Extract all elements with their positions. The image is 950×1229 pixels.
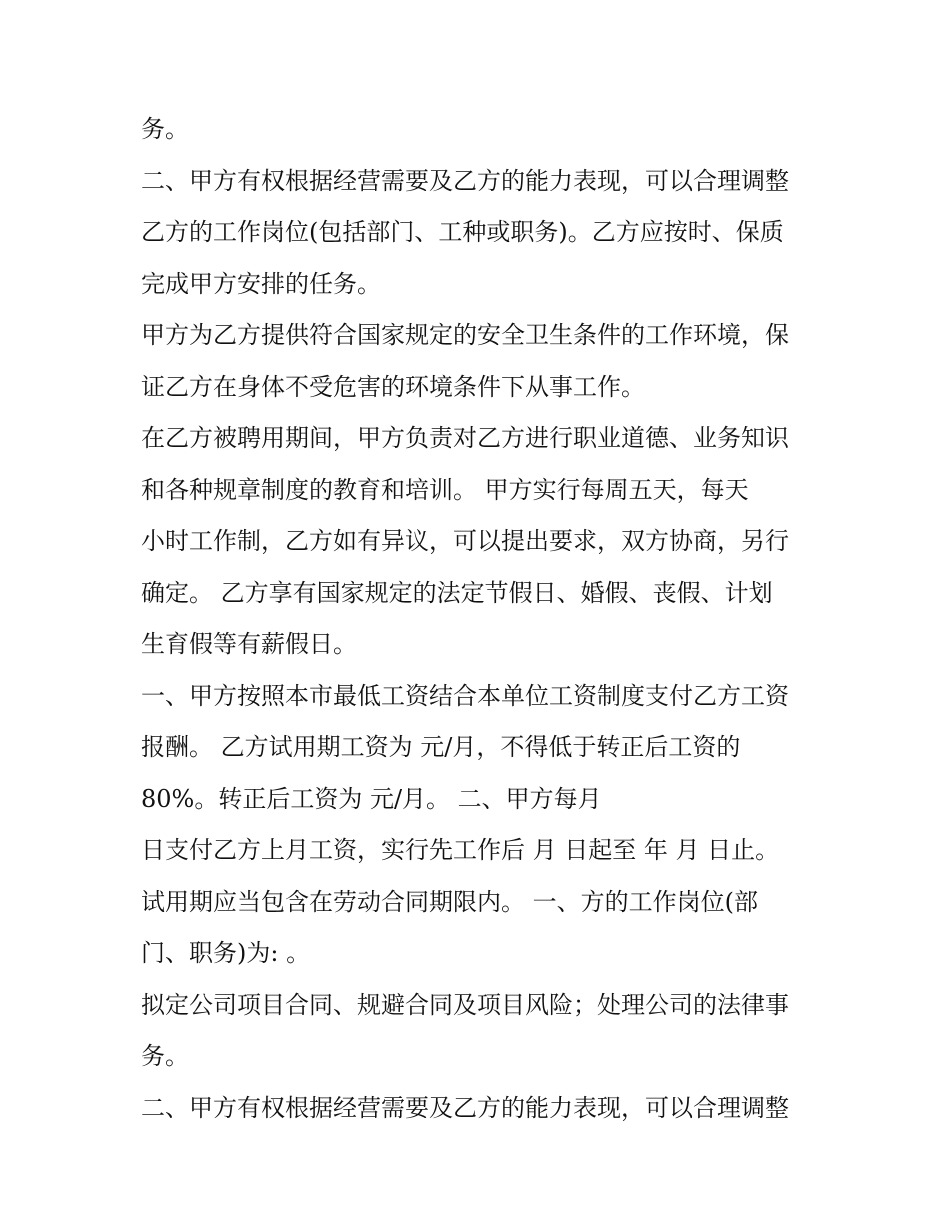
text-line: 门、职务)为: 。 bbox=[141, 939, 311, 967]
text-line: 80%。转正后工资为 元/月。 二、甲方每月 bbox=[141, 784, 602, 813]
text-line: 证乙方在身体不受危害的环境条件下从事工作。 bbox=[141, 372, 645, 401]
text-line: 一、甲方按照本市最低工资结合本单位工资制度支付乙方工资 bbox=[141, 681, 789, 710]
text-line: 生育假等有薪假日。 bbox=[141, 630, 357, 658]
text-line: 在乙方被聘用期间，甲方负责对乙方进行职业道德、业务知识 bbox=[141, 424, 789, 452]
text-line: 完成甲方安排的任务。 bbox=[141, 269, 381, 298]
text-line: 和各种规章制度的教育和培训。 甲方实行每周五天，每天 bbox=[141, 475, 749, 504]
text-line: 确定。 乙方享有国家规定的法定节假日、婚假、丧假、计划 bbox=[141, 578, 773, 607]
text-line: 二、甲方有权根据经营需要及乙方的能力表现，可以合理调整 bbox=[141, 166, 789, 195]
document-body bbox=[141, 104, 841, 1134]
text-line: 小时工作制，乙方如有异议，可以提出要求，双方协商，另行 bbox=[141, 527, 789, 555]
text-line: 日支付乙方上月工资，实行先工作后 月 日起至 年 月 日止。 bbox=[141, 836, 780, 864]
text-line: 乙方的工作岗位(包括部门、工种或职务)。乙方应按时、保质 bbox=[141, 218, 784, 246]
text-line: 甲方为乙方提供符合国家规定的安全卫生条件的工作环境，保 bbox=[141, 321, 789, 349]
text-line: 拟定公司项目合同、规避合同及项目风险；处理公司的法律事 bbox=[141, 990, 789, 1019]
text-line: 二、甲方有权根据经营需要及乙方的能力表现，可以合理调整 bbox=[141, 1093, 789, 1122]
text-line: 报酬。 乙方试用期工资为 元/月，不得低于转正后工资的 bbox=[141, 733, 741, 761]
text-line: 务。 bbox=[141, 115, 189, 143]
text-line: 务。 bbox=[141, 1042, 189, 1070]
text-line: 试用期应当包含在劳动合同期限内。 一、方的工作岗位(部 bbox=[141, 887, 758, 916]
